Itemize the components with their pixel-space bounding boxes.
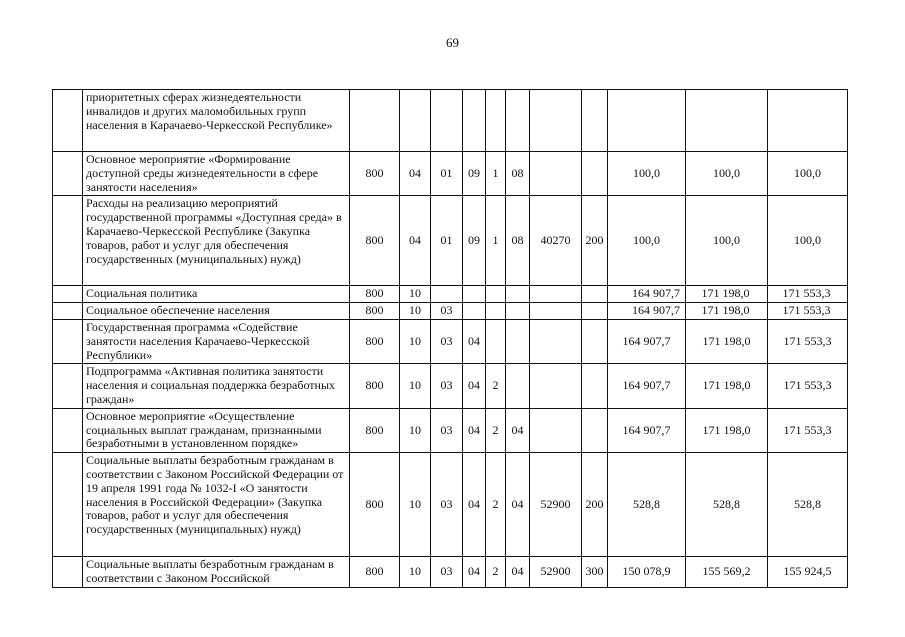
- amount-year-1-cell: 150 078,9: [608, 557, 686, 588]
- expense-type-code-cell: [582, 90, 608, 152]
- item-name-cell: Социальная политика: [83, 286, 350, 303]
- section-code-cell: 10: [400, 303, 431, 320]
- expense-type-code-cell: 200: [582, 453, 608, 557]
- amount-year-1-cell: 528,8: [608, 453, 686, 557]
- subprogram-code-cell: [486, 90, 506, 152]
- item-name-cell: Подпрограмма «Активная политика занятости населения и социальная поддержка безработных граждан»: [83, 364, 350, 408]
- table-row: [53, 152, 848, 196]
- subprogram-code-cell: [486, 319, 506, 363]
- amount-year-2-cell: 155 569,2: [686, 557, 768, 588]
- direction-code-cell: 40270: [530, 196, 582, 286]
- ministry-code-cell: 800: [350, 364, 400, 408]
- item-name-cell: Основное мероприятие «Формирование доступной среды жизнедеятельности в сфере занятости населения»: [83, 152, 350, 196]
- ministry-code-cell: 800: [350, 286, 400, 303]
- ministry-code-cell: 800: [350, 557, 400, 588]
- table-row: [53, 364, 848, 408]
- amount-year-2-cell: 171 198,0: [686, 303, 768, 320]
- activity-code-cell: 04: [506, 408, 530, 452]
- amount-year-3-cell: 155 924,5: [768, 557, 848, 588]
- activity-code-cell: [506, 364, 530, 408]
- amount-year-2-cell: 528,8: [686, 453, 768, 557]
- amount-year-3-cell: 171 553,3: [768, 364, 848, 408]
- subprogram-code-cell: 2: [486, 453, 506, 557]
- ministry-code-cell: 800: [350, 408, 400, 452]
- program-code-cell: [463, 90, 486, 152]
- subsection-code-cell: 03: [431, 453, 463, 557]
- row-number-cell: [53, 152, 83, 196]
- row-number-cell: [53, 557, 83, 588]
- activity-code-cell: [506, 303, 530, 320]
- row-number-cell: [53, 303, 83, 320]
- amount-year-2-cell: 171 198,0: [686, 408, 768, 452]
- ministry-code-cell: [350, 90, 400, 152]
- direction-code-cell: [530, 408, 582, 452]
- program-code-cell: 04: [463, 319, 486, 363]
- section-code-cell: 10: [400, 364, 431, 408]
- amount-year-1-cell: 164 907,7: [608, 319, 686, 363]
- subprogram-code-cell: 1: [486, 196, 506, 286]
- ministry-code-cell: 800: [350, 453, 400, 557]
- table-row: [53, 319, 848, 363]
- row-number-cell: [53, 364, 83, 408]
- table-row: [53, 557, 848, 588]
- table-row: [53, 196, 848, 286]
- table-body: [53, 90, 848, 588]
- subprogram-code-cell: [486, 303, 506, 320]
- item-name-cell: Социальные выплаты безработным гражданам в соответствии с Законом Российской Федерации от 19 апреля 1991 года № 1032-I «О занятости населения в Российской Федерации» (Закупка товаров, работ и услуг для обеспечения государственных (муниципальных) нужд): [83, 453, 350, 557]
- item-name-cell: приоритетных сферах жизнедеятельности инвалидов и других маломобильных групп населения в Карачаево-Черкесской Республике»: [83, 90, 350, 152]
- subprogram-code-cell: [486, 286, 506, 303]
- activity-code-cell: 08: [506, 196, 530, 286]
- subprogram-code-cell: 1: [486, 152, 506, 196]
- section-code-cell: 10: [400, 286, 431, 303]
- direction-code-cell: [530, 152, 582, 196]
- direction-code-cell: 52900: [530, 453, 582, 557]
- subprogram-code-cell: 2: [486, 364, 506, 408]
- subsection-code-cell: [431, 286, 463, 303]
- ministry-code-cell: 800: [350, 196, 400, 286]
- direction-code-cell: 52900: [530, 557, 582, 588]
- amount-year-3-cell: 171 553,3: [768, 319, 848, 363]
- item-name-cell: Социальные выплаты безработным гражданам в соответствии с Законом Российской: [83, 557, 350, 588]
- table-row: [53, 303, 848, 320]
- expense-type-code-cell: 300: [582, 557, 608, 588]
- amount-year-3-cell: 171 553,3: [768, 408, 848, 452]
- amount-year-2-cell: 171 198,0: [686, 319, 768, 363]
- program-code-cell: 04: [463, 408, 486, 452]
- amount-year-2-cell: [686, 90, 768, 152]
- activity-code-cell: 04: [506, 453, 530, 557]
- table-row: [53, 408, 848, 452]
- subsection-code-cell: 03: [431, 557, 463, 588]
- expense-type-code-cell: [582, 286, 608, 303]
- subsection-code-cell: 03: [431, 364, 463, 408]
- item-name-cell: Основное мероприятие «Осуществление социальных выплат гражданам, признанными безработными в установленном порядке»: [83, 408, 350, 452]
- row-number-cell: [53, 286, 83, 303]
- section-code-cell: 04: [400, 152, 431, 196]
- table-row: [53, 90, 848, 152]
- amount-year-3-cell: 100,0: [768, 196, 848, 286]
- amount-year-1-cell: 100,0: [608, 152, 686, 196]
- direction-code-cell: [530, 286, 582, 303]
- amount-year-3-cell: 171 553,3: [768, 286, 848, 303]
- direction-code-cell: [530, 90, 582, 152]
- direction-code-cell: [530, 319, 582, 363]
- table-row: [53, 286, 848, 303]
- row-number-cell: [53, 408, 83, 452]
- section-code-cell: 10: [400, 319, 431, 363]
- amount-year-2-cell: 100,0: [686, 152, 768, 196]
- direction-code-cell: [530, 364, 582, 408]
- program-code-cell: 09: [463, 152, 486, 196]
- expense-type-code-cell: 200: [582, 196, 608, 286]
- subsection-code-cell: 01: [431, 152, 463, 196]
- program-code-cell: 04: [463, 364, 486, 408]
- amount-year-1-cell: 164 907,7: [608, 364, 686, 408]
- amount-year-3-cell: [768, 90, 848, 152]
- activity-code-cell: [506, 286, 530, 303]
- table-row: [53, 453, 848, 557]
- section-code-cell: [400, 90, 431, 152]
- amount-year-2-cell: 100,0: [686, 196, 768, 286]
- row-number-cell: [53, 453, 83, 557]
- program-code-cell: 04: [463, 557, 486, 588]
- expense-type-code-cell: [582, 408, 608, 452]
- program-code-cell: 04: [463, 453, 486, 557]
- expense-type-code-cell: [582, 319, 608, 363]
- program-code-cell: 09: [463, 196, 486, 286]
- section-code-cell: 10: [400, 453, 431, 557]
- section-code-cell: 10: [400, 557, 431, 588]
- amount-year-3-cell: 528,8: [768, 453, 848, 557]
- program-code-cell: [463, 303, 486, 320]
- subsection-code-cell: 01: [431, 196, 463, 286]
- expense-type-code-cell: [582, 152, 608, 196]
- item-name-cell: Расходы на реализацию мероприятий государственной программы «Доступная среда» в Карачаево-Черкесской Республике (Закупка товаров, работ и услуг для обеспечения государственных (муниципальных) нужд): [83, 196, 350, 286]
- amount-year-1-cell: 100,0: [608, 196, 686, 286]
- expense-type-code-cell: [582, 303, 608, 320]
- page-number: 69: [446, 35, 459, 50]
- amount-year-1-cell: 164 907,7: [608, 408, 686, 452]
- ministry-code-cell: 800: [350, 319, 400, 363]
- subprogram-code-cell: 2: [486, 408, 506, 452]
- row-number-cell: [53, 319, 83, 363]
- amount-year-1-cell: 164 907,7: [608, 303, 686, 320]
- section-code-cell: 10: [400, 408, 431, 452]
- activity-code-cell: [506, 90, 530, 152]
- row-number-cell: [53, 196, 83, 286]
- subprogram-code-cell: 2: [486, 557, 506, 588]
- subsection-code-cell: [431, 90, 463, 152]
- subsection-code-cell: 03: [431, 408, 463, 452]
- amount-year-3-cell: 100,0: [768, 152, 848, 196]
- section-code-cell: 04: [400, 196, 431, 286]
- ministry-code-cell: 800: [350, 303, 400, 320]
- activity-code-cell: 04: [506, 557, 530, 588]
- direction-code-cell: [530, 303, 582, 320]
- program-code-cell: [463, 286, 486, 303]
- expense-type-code-cell: [582, 364, 608, 408]
- subsection-code-cell: 03: [431, 303, 463, 320]
- amount-year-2-cell: 171 198,0: [686, 364, 768, 408]
- item-name-cell: Социальное обеспечение населения: [83, 303, 350, 320]
- item-name-cell: Государственная программа «Содействие занятости населения Карачаево-Черкесской Республики»: [83, 319, 350, 363]
- row-number-cell: [53, 90, 83, 152]
- amount-year-1-cell: 164 907,7: [608, 286, 686, 303]
- amount-year-1-cell: [608, 90, 686, 152]
- ministry-code-cell: 800: [350, 152, 400, 196]
- amount-year-3-cell: 171 553,3: [768, 303, 848, 320]
- activity-code-cell: [506, 319, 530, 363]
- amount-year-2-cell: 171 198,0: [686, 286, 768, 303]
- budget-table: [52, 89, 848, 588]
- subsection-code-cell: 03: [431, 319, 463, 363]
- activity-code-cell: 08: [506, 152, 530, 196]
